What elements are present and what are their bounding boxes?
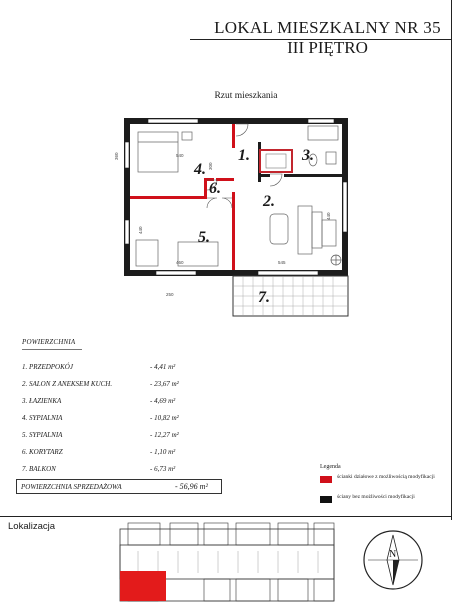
room-name: 4. SYPIALNIA — [22, 414, 63, 422]
bed-room-4 — [138, 132, 192, 172]
legend-text: ścianki działowe z możliwością modyfikacji — [337, 474, 435, 480]
room-number-7: 7. — [258, 289, 270, 306]
dimension-label: 300 — [208, 162, 213, 170]
room-number-6: 6. — [209, 180, 221, 197]
right-frame-line — [451, 0, 452, 520]
sofa — [298, 206, 322, 254]
room-number-2: 2. — [263, 193, 275, 210]
total-area-box — [16, 479, 222, 494]
room-area: - 4,41 m² — [150, 363, 176, 371]
room-area: - 10,82 m² — [150, 414, 179, 422]
dining-table — [322, 220, 336, 246]
dimension-label: 360 — [114, 152, 119, 160]
dimension-label: 545 — [278, 260, 286, 265]
room-name: 2. SALON Z ANEKSEM KUCH. — [22, 380, 113, 388]
room-number-5: 5. — [198, 229, 210, 246]
floor-plan — [108, 102, 368, 322]
room-name: 6. KORYTARZ — [22, 448, 63, 456]
page-title: LOKAL MIESZKALNY NR 35 — [214, 18, 441, 37]
area-heading: POWIERZCHNIA — [22, 338, 76, 346]
room-area: - 4,69 m² — [150, 397, 176, 405]
dimension-label: 540 — [176, 153, 184, 158]
dimension-label: 440 — [326, 212, 331, 220]
total-area-label: POWIERZCHNIA SPRZEDAŻOWA — [21, 483, 122, 491]
room-area: - 12,27 m² — [150, 431, 179, 439]
page-subtitle: III PIĘTRO — [287, 38, 368, 57]
room-area: - 6,73 m² — [150, 465, 176, 473]
legend-swatch-black — [320, 496, 332, 503]
legend-title: Legenda — [320, 464, 341, 470]
total-area-value: - 56,96 m² — [175, 482, 208, 491]
location-site-plan — [118, 521, 338, 611]
legend-item-fixed — [320, 494, 440, 514]
plan-heading: Rzut mieszkania — [214, 91, 278, 101]
coffee-table — [270, 214, 288, 244]
compass-icon — [360, 527, 426, 593]
room-area: - 23,67 m² — [150, 380, 179, 388]
dimension-label: 440 — [138, 226, 143, 234]
room-number-4: 4. — [194, 161, 206, 178]
room-area: - 1,10 m² — [150, 448, 176, 456]
room-name: 5. SYPIALNIA — [22, 431, 63, 439]
room-name: 7. BALKON — [22, 465, 56, 473]
legend-item-modifiable — [320, 474, 440, 494]
balcony — [233, 276, 348, 316]
plant — [331, 255, 341, 265]
legend-text: ściany bez możliwości modyfikacji — [337, 494, 415, 500]
compass-north-label: N — [389, 549, 397, 560]
modifiable-walls — [130, 124, 235, 270]
location-divider — [0, 516, 452, 517]
kitchen-counter — [260, 150, 292, 172]
dimension-label: 460 — [176, 260, 184, 265]
room-name: 1. PRZEDPOKÓJ — [22, 363, 73, 371]
room-name: 3. ŁAZIENKA — [22, 397, 62, 405]
legend — [320, 464, 440, 514]
legend-swatch-red — [320, 476, 332, 483]
area-heading-line — [22, 349, 82, 350]
location-heading: Lokalizacja — [8, 521, 55, 532]
dimension-label: 250 — [166, 292, 174, 297]
room-number-1: 1. — [238, 147, 250, 164]
room-number-3: 3. — [302, 147, 314, 164]
apartment-location-highlight — [120, 571, 166, 601]
